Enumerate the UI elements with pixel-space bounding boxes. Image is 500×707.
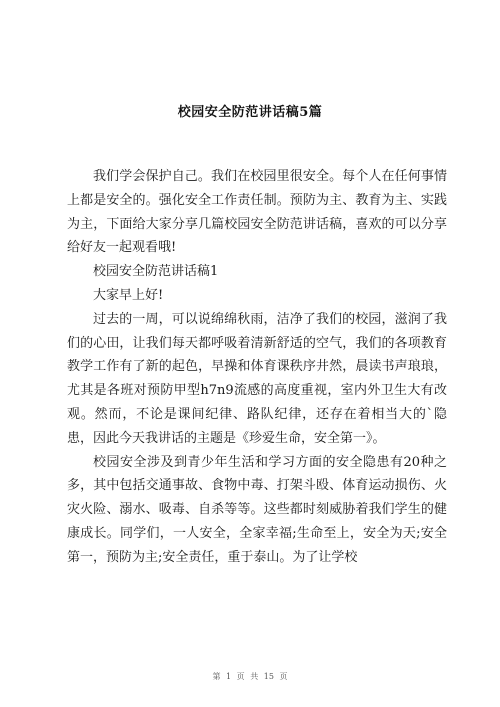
page-number-footer: 第 1 页 共 15 页 [212,672,288,681]
body-paragraph: 过去的一周，可以说绵绵秋雨，洁净了我们的校园，滋润了我们的心田，让我们每天都呼吸着清新舒适的空气，我们的各项教育教学工作有了新的起色，早操和体育课秩序井然，晨读书声琅琅，尤其是各班对预防甲型h7n9流感的高度重视，室内外卫生大有改观。然而，不论是课间纪律、路队纪律，还存在着相当大的`隐患，因此今天我讲话的主题是《珍爱生命，安全第一》。 [67,311,447,446]
document-body [67,165,447,570]
intro-paragraph: 我们学会保护自己。我们在校园里很安全。每个人在任何事情上都是安全的。强化安全工作责任制。预防为主、教育为主、实践为主，下面给大家分享几篇校园安全防范讲话稿，喜欢的可以分享给好友一起观看哦! [67,169,447,256]
greeting-paragraph: 大家早上好! [93,287,164,303]
body-paragraph: 校园安全涉及到青少年生活和学习方面的安全隐患有20种之多，其中包括交通事故、食物中毒、打架斗殴、体育运动损伤、火灾火险、溺水、吸毒、自杀等等。这些都时刻威胁着我们学生的健康成长。同学们，一人安全，全家幸福;生命至上，安全为天;安全第一，预防为主;安全责任，重于泰山。为了让学校 [67,454,447,565]
document-title: 校园安全防范讲话稿5篇 [177,105,323,120]
speech-heading: 校园安全防范讲话稿1 [93,264,219,280]
